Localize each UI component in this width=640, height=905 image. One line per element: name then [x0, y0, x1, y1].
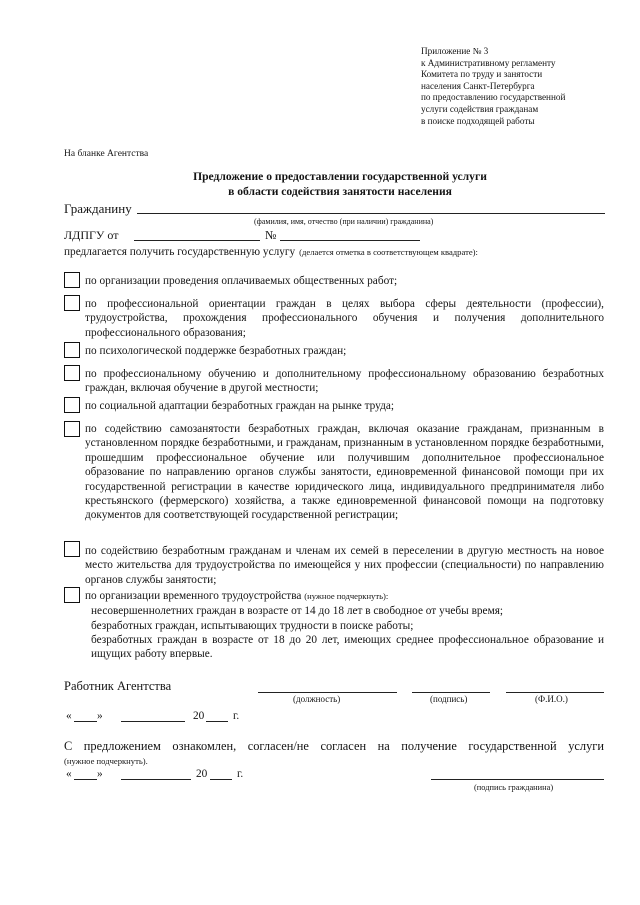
ldpgu-number-label: №	[265, 228, 277, 242]
option-temporary-employment-note: (нужное подчеркнуть):	[304, 591, 389, 601]
agreement-text: С предложением ознакомлен, согласен/не согласен на получение государственной услуги	[64, 739, 604, 753]
document-title-line1: Предложение о предоставлении государственной услуги	[193, 170, 487, 183]
checkbox-social-adaptation[interactable]	[64, 397, 80, 413]
document-title-line2: в области содействия занятости населения	[228, 185, 452, 198]
citizen-label: Гражданину	[64, 201, 132, 216]
option-relocation: по содействию безработным гражданам и членам их семей в переселении в другую местность на новое место жительства для трудоустройства по имеющейся у них профессии (специальности) по направлению органов службы занятости;	[85, 545, 604, 586]
citizen-date-open-quote: «	[66, 768, 72, 780]
letterhead-note: На бланке Агентства	[64, 149, 149, 159]
worker-date-day-field[interactable]	[74, 721, 97, 722]
option-temporary-employment-text: по организации временного трудоустройства	[85, 590, 302, 602]
citizen-date-year-prefix: 20	[196, 768, 208, 780]
option-temporary-employment	[85, 589, 604, 603]
position-hint: (должность)	[293, 694, 341, 704]
temp-item-young-graduates: безработных граждан в возрасте от 18 до 20 лет, имеющих среднее профессиональное образование и ищущих работу впервые.	[91, 634, 604, 661]
worker-date-open-quote: «	[66, 710, 72, 722]
agreement-note: (нужное подчеркнуть).	[64, 756, 148, 766]
option-vocational-training: по профессиональному обучению и дополнительному профессиональному образованию безработных граждан, включая обучение в другой местности;	[85, 368, 604, 395]
checkbox-career-guidance[interactable]	[64, 295, 80, 311]
signature-hint: (подпись)	[430, 694, 468, 704]
checkbox-vocational-training[interactable]	[64, 365, 80, 381]
worker-date-month-field[interactable]	[121, 721, 185, 722]
appendix-line: к Административному регламенту	[421, 57, 556, 68]
option-career-guidance: по профессиональной ориентации граждан в целях выбора сферы деятельности (профессии), трудоустройства, прохождения профессионального обучения и получения дополнительного профессионального образования;	[85, 298, 604, 339]
offer-line	[64, 242, 478, 260]
checkbox-self-employment[interactable]	[64, 421, 80, 437]
citizen-date-close-quote: »	[97, 768, 103, 780]
citizen-date-year-field[interactable]	[210, 779, 232, 780]
checkbox-relocation[interactable]	[64, 541, 80, 557]
ldpgu-number-field[interactable]	[280, 240, 420, 241]
appendix-block	[421, 46, 565, 127]
appendix-line: населения Санкт-Петербурга	[421, 80, 535, 91]
worker-label: Работник Агентства	[64, 679, 172, 693]
fio-hint: (Ф.И.О.)	[535, 694, 568, 704]
citizen-hint: (фамилия, имя, отчество (при наличии) гражданина)	[254, 217, 434, 226]
citizen-date-month-field[interactable]	[121, 779, 191, 780]
checkbox-psychological-support[interactable]	[64, 342, 80, 358]
worker-date-close-quote: »	[97, 710, 103, 722]
option-public-works: по организации проведения оплачиваемых общественных работ;	[85, 275, 398, 287]
worker-date-year-prefix: 20	[193, 710, 205, 722]
option-social-adaptation: по социальной адаптации безработных граждан на рынке труда;	[85, 400, 394, 412]
temp-item-minors: несовершеннолетних граждан в возрасте от 14 до 18 лет в свободное от учебы время;	[91, 605, 504, 617]
citizen-date-day-field[interactable]	[74, 779, 97, 780]
appendix-line: в поиске подходящей работы	[421, 115, 535, 126]
worker-fio-field[interactable]	[506, 692, 604, 693]
citizen-signature-field[interactable]	[431, 779, 604, 780]
appendix-line: по предоставлению государственной	[421, 92, 566, 103]
checkbox-temporary-employment[interactable]	[64, 587, 80, 603]
offer-note: (делается отметка в соответствующем квадрате):	[299, 247, 478, 257]
appendix-line: Приложение № 3	[421, 46, 489, 56]
citizen-signature-hint: (подпись гражданина)	[474, 783, 554, 792]
option-self-employment: по содействию самозанятости безработных граждан, включая оказание гражданам, признанным в установленном порядке безработными, и гражданам, признанным в установленном порядке безработными, прошедшим профессиональное обучение или получившим дополнительное профессиональное образование по направлению органов службы занятости, единовременной финансовой помощи при их государственной регистрации в качестве юридического лица, индивидуального предпринимателя либо крестьянского (фермерского) хозяйства, а также единовременной финансовой помощи на подготовку документов для соответствующей государственной регистрации;	[85, 423, 604, 522]
appendix-line: Комитета по труду и занятости	[421, 69, 543, 80]
appendix-line: услуги содействия гражданам	[421, 103, 539, 114]
worker-date-year-suffix: г.	[233, 710, 240, 722]
checkbox-public-works[interactable]	[64, 272, 80, 288]
offer-text: предлагается получить государственную услугу	[64, 246, 296, 258]
worker-position-field[interactable]	[258, 692, 397, 693]
worker-signature-field[interactable]	[412, 692, 490, 693]
option-psychological-support: по психологической поддержке безработных граждан;	[85, 345, 347, 357]
worker-date-year-field[interactable]	[206, 721, 228, 722]
temp-item-difficulties: безработных граждан, испытывающих трудности в поиске работы;	[91, 620, 414, 632]
ldpgu-label: ЛДПГУ от	[64, 228, 119, 242]
ldpgu-date-field[interactable]	[134, 240, 260, 241]
citizen-date-year-suffix: г.	[237, 768, 244, 780]
citizen-name-field[interactable]	[137, 213, 605, 214]
